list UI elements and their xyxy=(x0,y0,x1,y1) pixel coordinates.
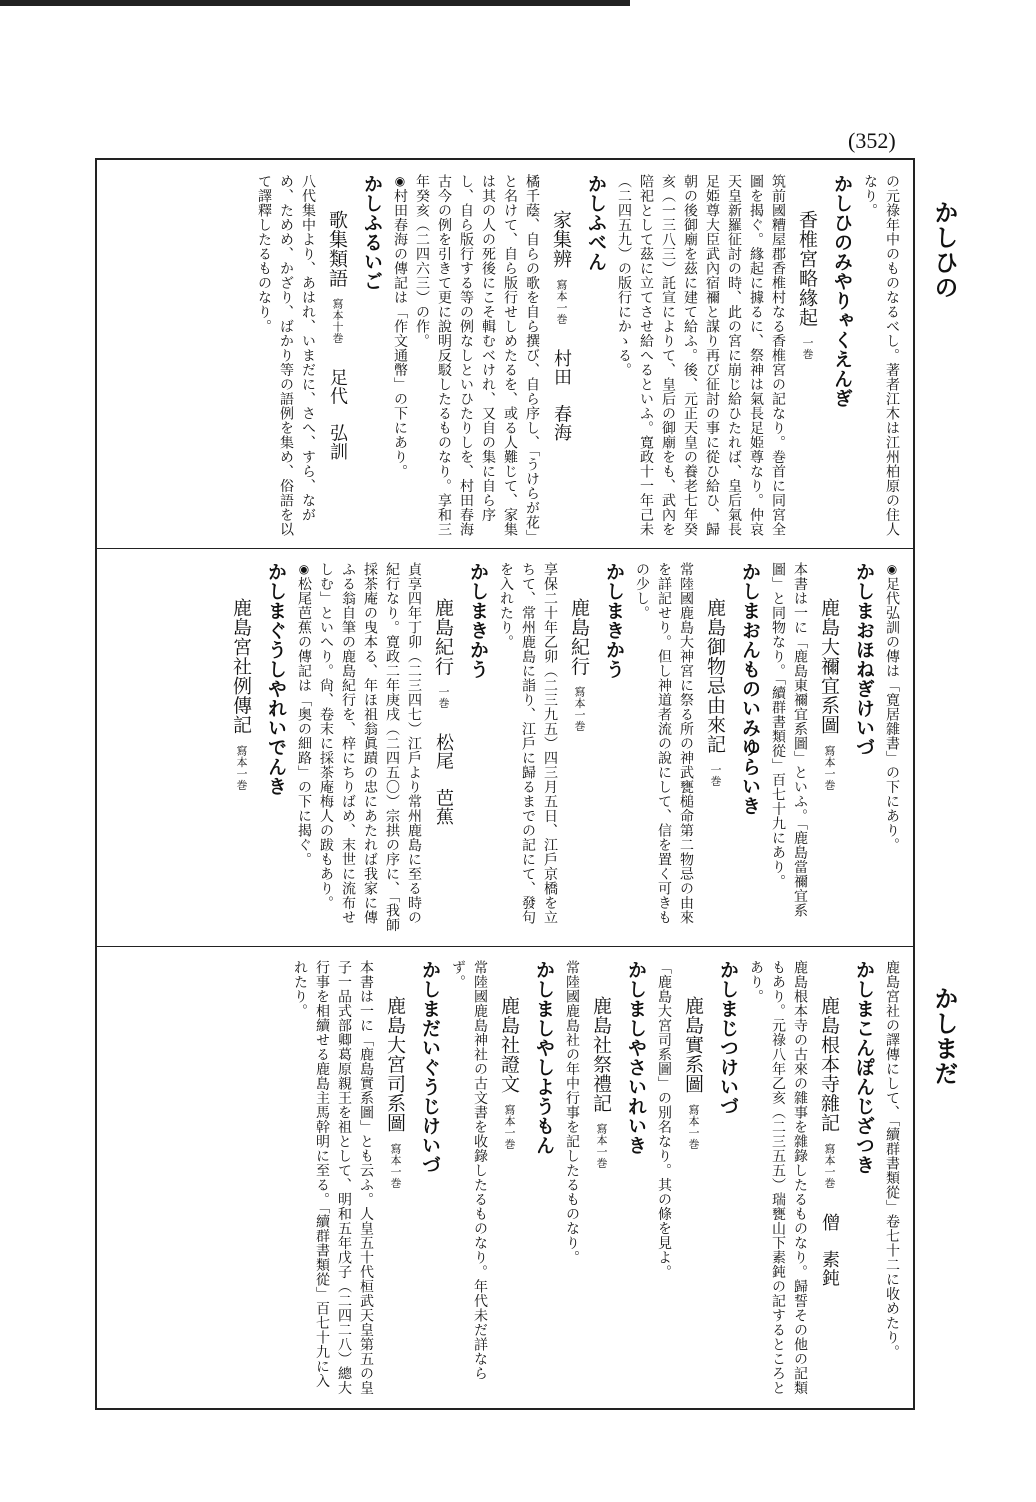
dictionary-entry xyxy=(495,562,631,934)
entry-headword: かしましやしようもん xyxy=(533,960,555,1155)
entry-volume: 寫本一巻 xyxy=(235,744,248,791)
entry-headword: かしまこんぽんじざつき xyxy=(853,960,875,1175)
entry-volume: 一巻 xyxy=(709,764,722,787)
page-number: (352) xyxy=(848,128,896,153)
entry-body: 常陸國鹿島社の年中行事を記したるものなり。 xyxy=(564,960,580,1265)
entry-headword: かしましやさいれいき xyxy=(625,960,647,1155)
entry-title: 鹿島社祭禮記寫本一巻 xyxy=(583,960,619,1396)
entry-volume: 寫本一巻 xyxy=(573,686,586,732)
entry-title: 香椎宮略緣起一巻 xyxy=(789,174,825,538)
top-rule xyxy=(0,0,630,6)
dictionary-entry xyxy=(561,960,653,1396)
entry-volume: 寫本一巻 xyxy=(823,1142,836,1189)
entry-headword: かしまだいぐうじけいづ xyxy=(419,960,441,1175)
entry-body: 橘千蔭、自らの歌を自ら撰び、自ら序し、「うけらが花」と名けて、自ら版行せしめたるを、或る人難じて、家集は其の人の死後にこそ輯むべけれ、又自の集に自ら序し、自ら版行する等の例なしといひたりしを、村田春海古今の例を引きて更に說明反駁したるものなり。享和三年癸亥（二四六三）の作。 xyxy=(414,174,540,537)
dictionary-entry xyxy=(881,562,903,934)
dictionary-entry xyxy=(631,562,767,934)
entry-volume: 寫本一巻 xyxy=(503,1103,516,1150)
entry-body: 本書は一に「鹿島實系圖」とも云ふ。人皇五十代桓武天皇第五の皇子一品式部卿葛原親王を祖として、明和五年戊子（二四二八）總大行事を相續せる鹿島主馬幹明に至る。「續群書類從」百七十九に入れたり。 xyxy=(292,960,374,1395)
entry-note: ◉ 村田春海の傳記は「作文通幣」の下にあり。 xyxy=(389,174,411,538)
entry-note: ◉ 松尾芭蕉の傳記は「奥の細路」の下に揭ぐ。 xyxy=(293,562,315,934)
entry-author: 僧 素鈍 xyxy=(819,1212,840,1287)
entry-title: 鹿島實系圖寫本一巻 xyxy=(675,960,711,1396)
entry-title: 鹿島大禰宜系圖寫本一巻 xyxy=(811,562,847,934)
entry-volume: 寫本一巻 xyxy=(389,1142,402,1189)
entry-title: 鹿島大宮司系圖寫本一巻 xyxy=(377,960,413,1396)
entry-author: 村田 春海 xyxy=(551,348,572,441)
dictionary-entry xyxy=(745,960,881,1396)
entry-body: の元祿年中のものなるべし。著者江木は江州柏原の住人なり。 xyxy=(862,174,900,537)
entry-volume: 一巻 xyxy=(437,686,450,709)
entry-title: 歌集類語寫本十巻足代 弘訓 xyxy=(319,174,355,538)
dictionary-entry xyxy=(447,960,561,1396)
entry-body: 八代集中より、あはれ、いまだに、さへ、すら、ながめ、ためめ、かざり、ばかり等の語例を集め、俗語を以て譯釋したるものなり。 xyxy=(256,174,316,537)
entry-headword: かしひのみやりゃくえんぎ xyxy=(831,174,853,408)
entry-body: 常陸國鹿島大神宮に祭る所の神武甕槌命第二物忌の由來を詳記せり。但し神道者流の說にして、信を置く可きもの少し。 xyxy=(634,562,694,925)
entry-headword: かしまおほねぎけいづ xyxy=(853,562,875,757)
entry-title: 鹿島社證文寫本一巻 xyxy=(491,960,527,1396)
entry-volume: 一巻 xyxy=(801,337,814,360)
dictionary-entry xyxy=(411,174,613,538)
entry-title: 家集辨寫本一巻村田 春海 xyxy=(543,174,579,538)
entry-title: 鹿島紀行寫本一巻 xyxy=(561,562,597,934)
entry-headword: かしまじつけいづ xyxy=(717,960,739,1116)
entry-author: 松尾 芭蕉 xyxy=(433,733,454,826)
entry-headword: かしふべん xyxy=(585,174,607,272)
dictionary-entry xyxy=(315,562,495,934)
entry-author: 足代 弘訓 xyxy=(327,368,348,461)
entry-volume: 寫本一巻 xyxy=(687,1103,700,1150)
entry-volume: 寫本一巻 xyxy=(595,1123,608,1169)
entry-headword: かしまきかう xyxy=(603,562,625,679)
entry-headword: かしまおんものいみゆらいき xyxy=(739,562,761,816)
entry-volume: 寫本十巻 xyxy=(331,298,344,344)
dictionary-entry xyxy=(859,174,903,538)
entry-headword: かしまぐうしやれいでんき xyxy=(265,562,287,796)
running-head-bottom: かしまだ xyxy=(930,986,958,1086)
entry-body: 鹿島宮社の譯傳にして、「續群書類從」卷七十二に收めたり。 xyxy=(884,960,900,1359)
section-divider-2 xyxy=(95,946,915,947)
entry-body: 貞享四年丁卯（二三四七）江戶より常州鹿島に至る時の紀行なり。寛政二年庚戌（二四五〇）宗拱の序に、「我師採茶庵の曳本る、年ほ祖翁眞蹟の忠にあたれば我家に傳ふる翁自筆の鹿島紀行を、梓にちりばめ、末世に流布せしむ」といへり。尙、卷末に採茶庵梅人の跋もあり。 xyxy=(318,562,422,932)
dictionary-entry xyxy=(767,562,881,934)
entry-body: 鹿島根本寺の古來の雜事を雜錄したるものなり。歸誓その他の記類もあり。元祿八年乙亥（二三五五）瑞甕山下素鈍の記するところとあり。 xyxy=(748,960,808,1395)
entry-note: ◉ 足代弘訓の傳は「寛居雜書」の下にあり。 xyxy=(881,562,903,934)
running-head-top: かしひの xyxy=(930,200,958,300)
dictionary-entry xyxy=(253,174,389,538)
entry-headword: かしまきかう xyxy=(467,562,489,679)
entry-body: 享保二十年乙卯（二三九五）四三月五日、江戶京橋を立ちて、常州鹿島に詣り、江戶に歸るまでの記にて、發句を入れたり。 xyxy=(498,562,558,925)
entry-body: 常陸國鹿島神社の古文書を收錄したるものなり。年代未だ詳ならず。 xyxy=(450,960,488,1381)
entry-title: 鹿島紀行一巻松尾 芭蕉 xyxy=(425,562,461,934)
dictionary-entry xyxy=(289,960,447,1396)
entry-title: 鹿島根本寺雜記寫本一巻僧 素鈍 xyxy=(811,960,847,1396)
dictionary-entry xyxy=(613,174,859,538)
entry-title: 鹿島宮社例傳記寫本一巻 xyxy=(223,562,259,934)
section-1 xyxy=(108,174,903,538)
entry-body: 筑前國糟屋郡香椎村なる香椎宮の記なり。巻首に同宮全圖を揭ぐ。緣起に據るに、祭神は氣長足姫尊なり。仲哀天皇新羅征討の時、此の宮に崩じ給ひたれば、皇后氣長足姫尊大臣武內宿禰と謀り再び征討の事に從ひ給ひ、歸朝の後御廟を茲に建て給ふ。後、元正天皇の養老七年癸亥（一三八三）託宣によりて、皇后の御廟をも、武內を陪祀として茲に立てさせ給へるといふ。寛政十一年己未（二四五九）の版行にかゝる。 xyxy=(616,174,786,537)
entry-volume: 寫本一巻 xyxy=(555,278,568,325)
dictionary-entry xyxy=(653,960,745,1396)
section-divider-1 xyxy=(95,548,915,549)
entry-volume: 寫本一巻 xyxy=(823,744,836,791)
section-3 xyxy=(108,960,903,1396)
entry-headword: かしふるいご xyxy=(361,174,383,291)
dictionary-entry xyxy=(223,562,293,934)
entry-title: 鹿島御物忌由來記一巻 xyxy=(697,562,733,934)
entry-body: 「鹿島大宮司系圖」の別名なり。其の條を見よ。 xyxy=(656,960,672,1279)
dictionary-entry xyxy=(293,562,315,934)
dictionary-entry xyxy=(389,174,411,538)
entry-body: 本書は一に「鹿島東禰宜系圖」といふ。「鹿島當禰宜系圖」と同物なり。「續群書類從」百七十九にあり。 xyxy=(770,562,808,918)
dictionary-entry xyxy=(881,960,903,1396)
section-2 xyxy=(108,562,903,934)
